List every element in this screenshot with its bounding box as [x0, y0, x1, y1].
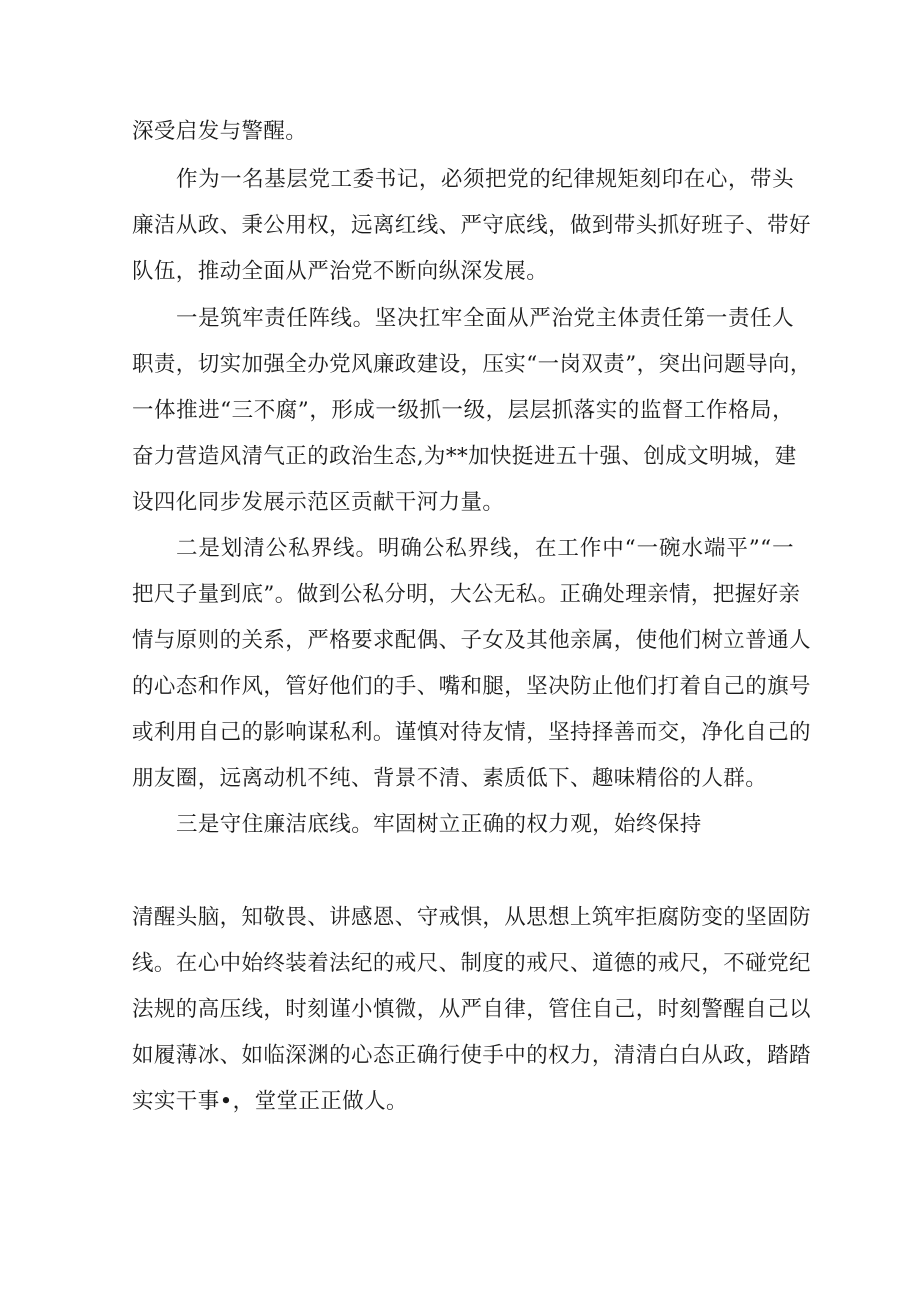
text-line: 实实干事•，堂堂正正做人。 [132, 1089, 408, 1114]
text-line: 深受启发与警醒。 [132, 119, 308, 144]
text-line: 情与原则的关系，严格要求配偶、子女及其他亲属，使他们树立普通人 [132, 628, 811, 653]
text-line: 的心态和作风，管好他们的手、嘴和腿，坚决防止他们打着自己的旗号 [132, 674, 811, 699]
text-line: 或利用自己的影响谋私利。谨慎对待友情，坚持择善而交，净化自己的 [132, 720, 811, 745]
paragraph-line: 作为一名基层党工委书记，必须把党的纪律规矩刻印在心，带头 [176, 167, 794, 192]
text-line: 如履薄冰、如临深渊的心态正确行使手中的权力，清清白白从政，踏踏 [132, 1043, 811, 1068]
text-line: 清醒头脑，知敬畏、讲感恩、守戒惧，从思想上筑牢拒腐防变的坚固防 [132, 905, 811, 930]
paragraph-line: 二是划清公私界线。明确公私界线，在工作中“一碗水端平”“一 [176, 536, 794, 561]
text-line: 队伍，推动全面从严治党不断向纵深发展。 [132, 259, 549, 284]
paragraph-line: 一是筑牢责任阵线。坚决扛牢全面从严治党主体责任第一责任人 [176, 306, 794, 331]
text-line: 奋力营造风清气正的政治生态,为**加快挺进五十强、创成文明城，建 [132, 444, 797, 469]
text-line: 设四化同步发展示范区贡献干河力量。 [132, 490, 505, 515]
paragraph-line: 三是守住廉洁底线。牢固树立正确的权力观，始终保持 [176, 812, 702, 837]
text-line: 法规的高压线，时刻谨小慎微，从严自律，管住自己，时刻警醒自己以 [132, 997, 811, 1022]
text-line: 把尺子量到底”。做到公私分明，大公无私。正确处理亲情，把握好亲 [132, 582, 801, 607]
text-line: 线。在心中始终装着法纪的戒尺、制度的戒尺、道德的戒尺，不碰党纪 [132, 951, 811, 976]
text-line: 朋友圈，远离动机不纯、背景不清、素质低下、趣味精俗的人群。 [132, 766, 768, 791]
text-line: 廉洁从政、秉公用权，远离红线、严守底线，做到带头抓好班子、带好 [132, 213, 811, 238]
text-line: 职责，切实加强全办党风廉政建设，压实“一岗双责”，突出问题导向， [132, 352, 812, 377]
text-line: 一体推进“三不腐”，形成一级抓一级，层层抓落实的监督工作格局， [132, 398, 794, 423]
